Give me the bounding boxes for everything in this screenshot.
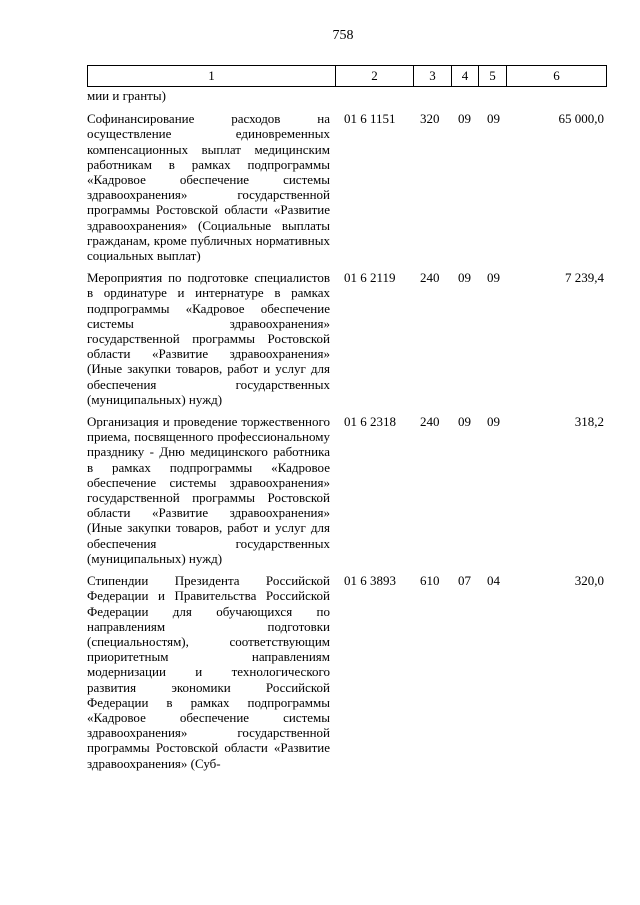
row-rz: 09 (458, 270, 471, 286)
row-pr: 09 (487, 111, 500, 127)
row-pr: 09 (487, 414, 500, 430)
row-code: 01 6 1151 (344, 111, 396, 127)
row-sum: 7 239,4 (565, 270, 604, 286)
row-code: 01 6 2318 (344, 414, 396, 430)
table-row (87, 111, 606, 263)
header-col-2: 2 (336, 66, 414, 87)
row-pr: 09 (487, 270, 500, 286)
row-description: Софинансирование расходов на осуществление единовременных компенсационных выплат медицинским работникам в рамках подпрограммы «Кадровое обеспечение системы здравоохранения» государственной программы Ростовской области «Развитие здравоохранения» (Социальные выплаты гражданам, кроме публичных нормативных социальных выплат) (87, 111, 330, 264)
continuation-text: мии и гранты) (87, 88, 166, 103)
row-vr: 240 (420, 414, 440, 430)
row-rz: 07 (458, 573, 471, 589)
page-number: 758 (332, 28, 354, 43)
table-header (87, 65, 607, 87)
row-vr: 610 (420, 573, 440, 589)
header-col-3: 3 (414, 66, 452, 87)
row-vr: 240 (420, 270, 440, 286)
table-row (87, 414, 606, 566)
header-col-1: 1 (88, 66, 336, 87)
row-code: 01 6 2119 (344, 270, 396, 286)
row-sum: 320,0 (574, 573, 604, 589)
row-vr: 320 (420, 111, 440, 127)
row-description: Стипендии Президента Российской Федерации и Правительства Российской Федерации для обучающихся по направлениям подготовки (специальностям), соответствующим приоритетным направлениям модернизации и технологического развития экономики Российской Федерации в рамках подпрограммы «Кадровое обеспечение системы здравоохранения» государственной программы Ростовской области «Развитие здравоохранения» (Суб- (87, 573, 330, 771)
row-code: 01 6 3893 (344, 573, 396, 589)
row-rz: 09 (458, 111, 471, 127)
table-body (87, 88, 606, 778)
row-sum: 318,2 (574, 414, 604, 430)
table-row (87, 573, 606, 771)
header-col-5: 5 (479, 66, 507, 87)
table-row (87, 270, 606, 407)
row-sum: 65 000,0 (558, 111, 604, 127)
row-description: Мероприятия по подготовке специалистов в ординатуре и интернатуре в рамках подпрограммы «Кадровое обеспечение системы здравоохранения» государственной программы Ростовской области «Развитие здравоохранения» (Иные закупки товаров, работ и услуг для обеспечения государственных (муниципальных) нужд) (87, 270, 330, 407)
row-pr: 04 (487, 573, 500, 589)
row-rz: 09 (458, 414, 471, 430)
row-description: Организация и проведение торжественного приема, посвященного профессиональному празднику - Дню медицинского работника в рамках подпрограммы «Кадровое обеспечение системы здравоохранения» государственной программы Ростовской области «Развитие здравоохранения» (Иные закупки товаров, работ и услуг для обеспечения государственных (муниципальных) нужд) (87, 414, 330, 566)
header-col-6: 6 (507, 66, 607, 87)
header-col-4: 4 (452, 66, 479, 87)
